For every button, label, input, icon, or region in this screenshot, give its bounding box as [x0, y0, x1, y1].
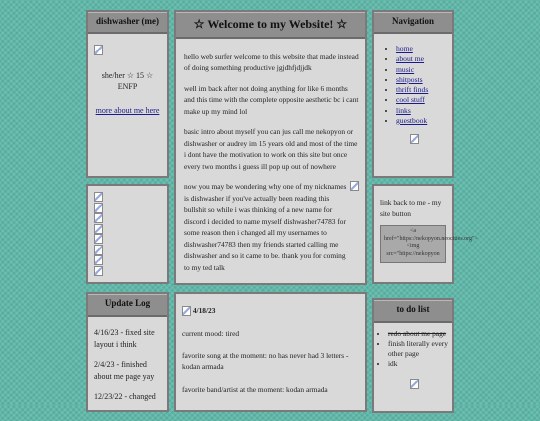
intro-paragraph: hello web surfer welcome to this website that made instead of doing something productive jgjdhfjdjjdk: [184, 52, 359, 73]
status-date: 4/18/23: [192, 306, 216, 315]
current-mood: current mood: tired: [182, 328, 240, 338]
link-back-panel: [372, 184, 478, 284]
personality-type: ENFP: [117, 82, 138, 92]
intro-paragraph: basic intro about myself you can jus call me nekopyon or dishwasher or audrey im 15 years old and most of the time i dont have the motivation to work on this site but once every two months i guess ill pop up out of nowhere: [184, 127, 358, 171]
todo-item: • idk: [388, 359, 448, 369]
nav-item[interactable]: [396, 44, 448, 54]
navigation-title: Navigation: [374, 12, 452, 34]
pronouns-text: she/her ☆ 15 ☆: [101, 70, 154, 80]
nav-image-icon: [410, 134, 419, 144]
more-about-me-link[interactable]: more about me here: [95, 105, 160, 115]
site-button-code[interactable]: [380, 225, 478, 263]
todo-panel: [372, 298, 454, 413]
stack-image-icon: [94, 255, 103, 265]
nav-item[interactable]: [396, 54, 448, 64]
stack-image-icon: [94, 266, 103, 276]
todo-title: to do list: [374, 300, 452, 323]
nav-list: [380, 44, 448, 126]
favorite-song: favorite song at the moment: no has never had 3 letters - kodan armada: [182, 351, 349, 372]
site-button-code-text: <a href="https://nekopyon.neocities.org"><img src="https://nekopyon: [384, 228, 478, 257]
inline-image-icon: [350, 181, 359, 191]
stack-image-icon: [94, 192, 103, 202]
update-log-title: Update Log: [88, 294, 167, 317]
stack-image-icon: [94, 224, 103, 234]
nav-link[interactable]: guestbook: [396, 115, 428, 125]
link-back-text: link back to me - my site button: [380, 198, 442, 218]
nav-link[interactable]: about me: [396, 54, 425, 64]
update-log-panel: [86, 292, 169, 412]
nav-link[interactable]: shitposts: [396, 74, 423, 84]
nav-item[interactable]: [396, 65, 448, 75]
nav-link[interactable]: cool stuff: [396, 95, 425, 105]
navigation-panel: [372, 10, 454, 178]
stack-image-icon: [94, 213, 103, 223]
nav-link[interactable]: music: [396, 64, 415, 74]
intro-paragraph: now you may be wondering why one of my nicknames is dishwasher if you've actually been reading this bullshit so while i was thinking of a new name for discord i decided to name myself dishwasher74783 for some reason then i changed all my usernames to dishwasher74783 then my friends started calling me dishwasher and so it came to be. thank you for coming to my ted talk: [184, 182, 347, 272]
welcome-title: ☆ Welcome to my Website! ☆: [176, 12, 365, 39]
update-entry: 12/23/22 - changed: [94, 392, 156, 402]
nav-link[interactable]: thrift finds: [396, 85, 429, 94]
image-stack-panel: [86, 184, 169, 284]
nav-link[interactable]: links: [396, 105, 411, 115]
update-entry: 2/4/23 - finished about me page yay: [94, 360, 155, 381]
nav-item[interactable]: [396, 106, 448, 116]
todo-list: [380, 329, 448, 369]
status-panel: [174, 292, 367, 412]
nav-item[interactable]: [396, 85, 448, 95]
welcome-panel: [174, 10, 367, 285]
todo-item: • finish literally every other page: [388, 339, 448, 359]
todo-image-icon: [410, 379, 419, 389]
nav-item[interactable]: [396, 116, 448, 126]
date-image-icon: [182, 306, 191, 316]
profile-title: dishwasher (me): [88, 12, 167, 34]
update-entry: 4/16/23 - fixed site layout i think: [94, 328, 155, 349]
stack-image-icon: [94, 203, 103, 213]
nav-item[interactable]: [396, 95, 448, 105]
todo-item: • redo about me page: [388, 329, 448, 339]
stack-image-icon: [94, 245, 103, 255]
nav-item[interactable]: [396, 75, 448, 85]
profile-image-icon: [94, 45, 103, 55]
nav-link[interactable]: home: [396, 44, 413, 53]
stack-image-icon: [94, 234, 103, 244]
profile-panel: [86, 10, 169, 178]
favorite-band: favorite band/artist at the moment: kodan armada: [182, 384, 328, 394]
intro-paragraph: well im back after not doing anything for like 6 months and this time with the complete opposite aesthetic bc i cant make up my mind lol: [184, 83, 359, 116]
